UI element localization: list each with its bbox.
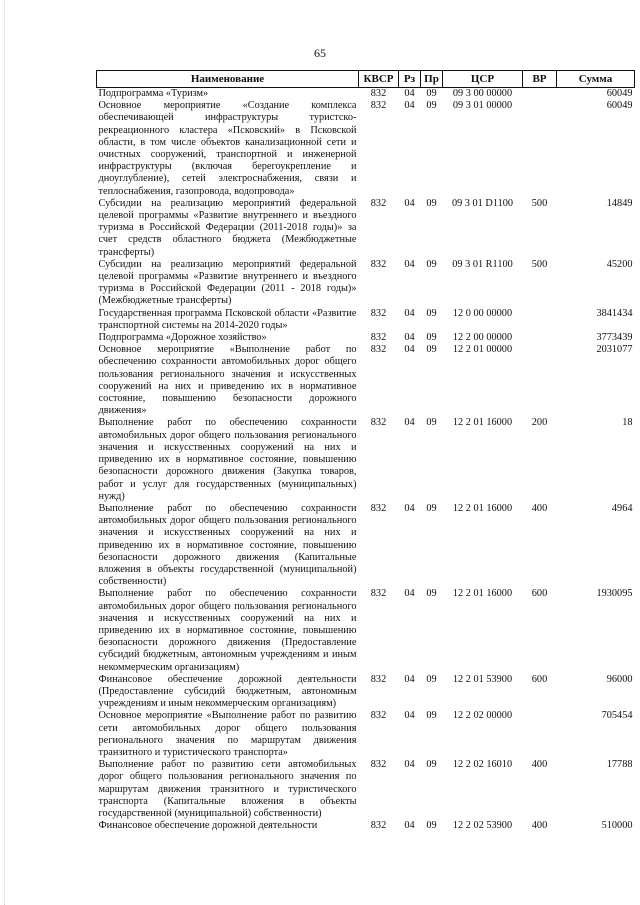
- row-csr: 09 3 01 D1100: [451, 197, 514, 209]
- row-pr: 09: [426, 710, 437, 722]
- row-pr: 09: [426, 502, 437, 514]
- row-sum: 60049: [606, 88, 633, 99]
- row-kvsr: 832: [370, 710, 387, 722]
- row-sum: 14849: [606, 197, 633, 209]
- row-sum: 705454: [601, 710, 633, 722]
- row-name: Субсидии на реализацию мероприятий федеральной целевой программы «Развитие внутреннего и въездного туризма в Российской Федерации (2011-2018 годы)» за счет средств областного бюджета (Межбюджетные трансферты): [98, 197, 357, 258]
- row-name: Государственная программа Псковской области «Развитие транспортной системы на 2014-2020 годы»: [98, 307, 357, 331]
- row-rz: 04: [404, 759, 415, 771]
- table-row: [97, 259, 635, 308]
- row-pr: 09: [426, 759, 437, 771]
- table-row: [97, 198, 635, 259]
- row-kvsr: 832: [370, 344, 387, 356]
- row-kvsr: 832: [370, 332, 387, 344]
- row-name: Основное мероприятие «Выполнение работ по обеспечению сохранности автомобильных дорог общего пользования регионального значения и искусственных сооружений на них и приведению их в нормативное состояние, повышению безопасности дорожного движения»: [98, 344, 357, 417]
- row-pr: 09: [426, 88, 437, 99]
- table-row: [97, 588, 635, 673]
- row-vr: [523, 332, 557, 344]
- table-row: [97, 332, 635, 344]
- row-rz: 04: [404, 100, 415, 112]
- header-rz: Рз: [399, 71, 421, 88]
- row-vr: 400: [531, 502, 548, 514]
- row-vr: [523, 308, 557, 332]
- row-sum: 2031077: [596, 344, 633, 356]
- row-name: Основное мероприятие «Создание комплекса обеспечивающей инфраструктуры туристско-рекреационного кластера «Псковский» в Псковской области, в том числе объектов канализационной сети и очистных сооружений, транспортной и инженерной инфраструктуры (включая берегоукрепление и дноуглубление), сетей электроснабжения, связи и теплоснабжения, газопровода, водопровода»: [98, 100, 357, 197]
- row-pr: 09: [426, 332, 437, 344]
- header-pr: Пр: [421, 71, 443, 88]
- row-vr: [523, 88, 557, 101]
- row-rz: 04: [404, 588, 415, 600]
- row-pr: 09: [426, 588, 437, 600]
- row-rz: 04: [404, 820, 415, 832]
- row-kvsr: 832: [370, 88, 387, 99]
- row-kvsr: 832: [370, 307, 387, 319]
- row-vr: [523, 344, 557, 417]
- row-rz: 04: [404, 197, 415, 209]
- row-vr: [523, 100, 557, 198]
- row-csr: 12 2 01 53900: [452, 673, 513, 685]
- row-csr: 12 2 02 00000: [452, 710, 513, 722]
- row-vr: 600: [531, 588, 548, 600]
- row-rz: 04: [404, 502, 415, 514]
- row-rz: 04: [404, 710, 415, 722]
- row-csr: 12 0 00 00000: [452, 307, 513, 319]
- row-name: Выполнение работ по обеспечению сохранности автомобильных дорог общего пользования регионального значения и искусственных сооружений на них и приведению их в нормативное состояние, повышению безопасности дорожного движения (Предоставление субсидий бюджетным, автономным учреждениям и иным некоммерческим организациям): [98, 588, 357, 673]
- row-rz: 04: [404, 88, 415, 99]
- row-sum: 60049: [606, 100, 633, 112]
- row-rz: 04: [404, 332, 415, 344]
- row-rz: 04: [404, 344, 415, 356]
- row-vr: 400: [531, 820, 548, 832]
- row-csr: 12 2 01 00000: [452, 344, 513, 356]
- row-name: Выполнение работ по обеспечению сохранности автомобильных дорог общего пользования регионального значения и искусственных сооружений на них и приведению их в нормативное состояние, повышению безопасности дорожного движения (Закупка товаров, работ и услуг для государственных (муниципальных) нужд): [98, 417, 357, 502]
- row-pr: 09: [426, 820, 437, 832]
- row-vr: [523, 710, 557, 759]
- row-rz: 04: [404, 307, 415, 319]
- row-csr: 12 2 01 16000: [452, 588, 513, 600]
- row-kvsr: 832: [370, 417, 387, 429]
- table-row: [97, 88, 635, 101]
- row-name: Субсидии на реализацию мероприятий федеральной целевой программы «Развитие внутреннего и въездного туризма в Российской Федерации (2011 - 2018 годы)» (Межбюджетные трансферты): [98, 258, 357, 307]
- row-name: Выполнение работ по обеспечению сохранности автомобильных дорог общего пользования регионального значения и искусственных сооружений на них и приведению их в нормативное состояние, повышению безопасности дорожного движения (Капитальные вложения в объекты государственной (муниципальной) собственности): [98, 502, 357, 588]
- page-number: 65: [314, 46, 326, 60]
- row-sum: 96000: [606, 673, 633, 685]
- row-name: Основное мероприятие «Выполнение работ по развитию сети автомобильных дорог общего пользования регионального значения по маршрутам движения транзитного и туристического транспорта»: [98, 710, 357, 758]
- row-kvsr: 832: [370, 673, 387, 685]
- table-row: [97, 344, 635, 417]
- table-row: [97, 308, 635, 332]
- header-csr: ЦСР: [443, 71, 523, 88]
- table-row: [97, 417, 635, 502]
- row-csr: 09 3 01 R1100: [452, 258, 513, 270]
- row-kvsr: 832: [370, 502, 387, 514]
- row-kvsr: 832: [370, 759, 387, 771]
- row-pr: 09: [426, 673, 437, 685]
- row-name: Финансовое обеспечение дорожной деятельности: [98, 820, 318, 832]
- row-vr: 500: [531, 258, 548, 270]
- header-vr: ВР: [523, 71, 557, 88]
- row-vr: 500: [531, 197, 548, 209]
- table-row: [97, 759, 635, 820]
- row-csr: 09 3 00 00000: [452, 88, 513, 99]
- row-sum: 18: [622, 417, 633, 429]
- row-sum: 510000: [601, 820, 633, 832]
- row-kvsr: 832: [370, 820, 387, 832]
- row-rz: 04: [404, 673, 415, 685]
- row-pr: 09: [426, 417, 437, 429]
- row-sum: 4964: [611, 502, 633, 514]
- row-csr: 12 2 01 16000: [452, 502, 513, 514]
- row-sum: 45200: [606, 258, 633, 270]
- table-row: [97, 100, 635, 198]
- header-kvsr: КВСР: [359, 71, 399, 88]
- row-sum: 3841434: [596, 307, 633, 319]
- row-vr: 200: [531, 417, 548, 429]
- row-kvsr: 832: [370, 588, 387, 600]
- header-sum: Сумма: [557, 71, 635, 88]
- row-pr: 09: [426, 100, 437, 112]
- scan-edge: [4, 0, 6, 905]
- table-row: [97, 503, 635, 588]
- table-header-row: [97, 71, 635, 88]
- row-sum: 1930095: [596, 588, 633, 600]
- row-sum: 3773439: [596, 332, 633, 344]
- header-name: Наименование: [97, 71, 359, 88]
- row-rz: 04: [404, 417, 415, 429]
- row-name: Выполнение работ по развитию сети автомобильных дорог общего пользования регионального значения по маршрутам движения транзитного и туристического транспорта (Капитальные вложения в объекты государственной (муниципальной) собственности): [98, 759, 357, 819]
- row-name: Подпрограмма «Дорожное хозяйство»: [98, 332, 267, 344]
- row-pr: 09: [426, 344, 437, 356]
- row-vr: 400: [531, 759, 548, 771]
- row-csr: 12 2 00 00000: [452, 332, 513, 344]
- row-csr: 12 2 01 16000: [452, 417, 513, 429]
- row-csr: 09 3 01 00000: [452, 100, 513, 112]
- row-pr: 09: [426, 307, 437, 319]
- row-kvsr: 832: [370, 258, 387, 270]
- row-csr: 12 2 02 16010: [452, 759, 513, 771]
- table-row: [97, 710, 635, 759]
- row-name: Финансовое обеспечение дорожной деятельности (Предоставление субсидий бюджетным, автономным учреждениям и иным некоммерческим организациям): [98, 673, 357, 710]
- row-pr: 09: [426, 197, 437, 209]
- row-name: Подпрограмма «Туризм»: [98, 88, 209, 99]
- table-row: [97, 820, 635, 832]
- row-rz: 04: [404, 258, 415, 270]
- budget-table: [96, 70, 635, 832]
- row-vr: 600: [531, 673, 548, 685]
- row-sum: 17788: [606, 759, 633, 771]
- row-kvsr: 832: [370, 197, 387, 209]
- row-csr: 12 2 02 53900: [452, 820, 513, 832]
- row-kvsr: 832: [370, 100, 387, 112]
- row-pr: 09: [426, 258, 437, 270]
- table-row: [97, 674, 635, 711]
